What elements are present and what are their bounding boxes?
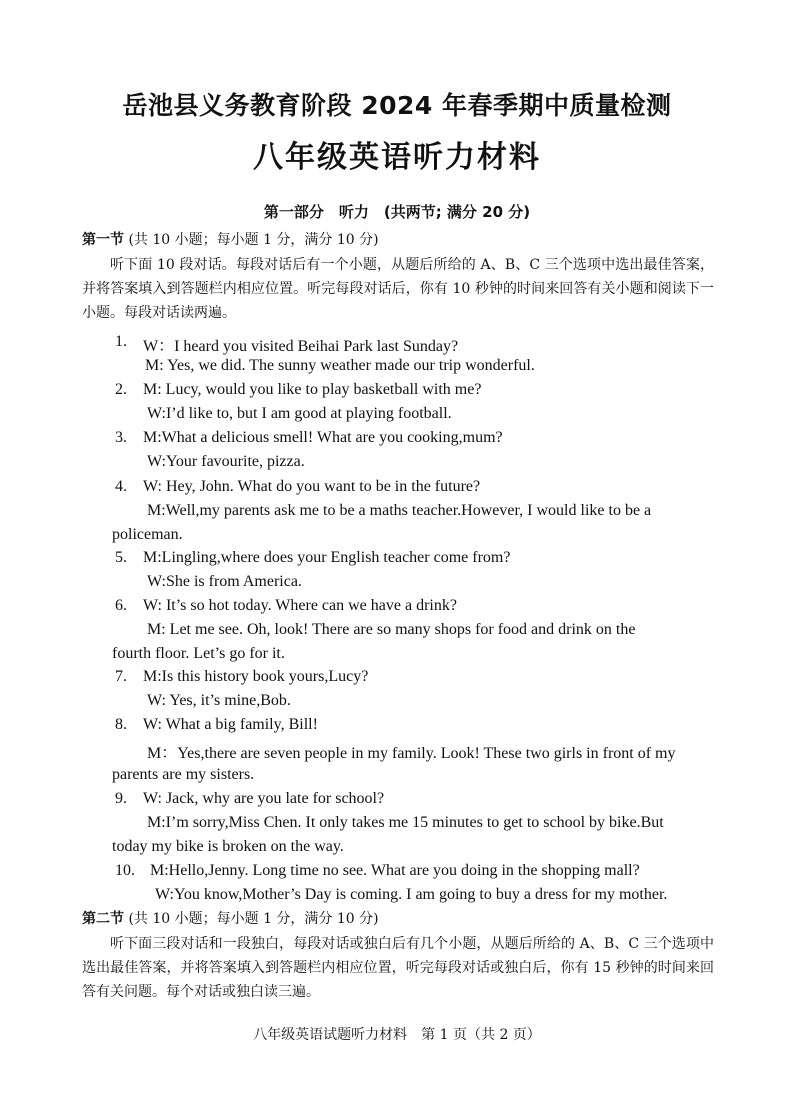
dialogue-number: 3. [115,429,127,446]
section2-note: (共 10 小题；每小题 1 分，满分 10 分) [128,911,379,927]
dialogue-line: M:Lingling,where does your English teacher come from? [143,549,511,566]
dialogue-line: W:You know,Mother’s Day is coming. I am going to buy a dress for my mother. [155,886,668,903]
dialogue-line: W: Jack, why are you late for school? [143,790,385,807]
section2-label: 第二节 [82,911,124,927]
dialogue-number: 10. [115,862,135,879]
dialogue-line: W: Yes, it’s mine,Bob. [147,692,291,709]
dialogue-line: M:Well,my parents ask me to be a maths teacher.However, I would like to be a [147,502,652,519]
dialogue-line: W: It’s so hot today. Where can we have a drink? [143,597,457,614]
section2-instruction: 听下面三段对话和一段独白，每段对话或独白后有几个小题，从题后所给的 A、B、C 三个选项中选出最佳答案，并将答案填入到答题栏内相应位置，听完每段对话或独白后，你有 15 秒钟的时间来回答有关问题。每个对话或独白读三遍。 [82,936,714,1000]
dialogue-line: M:Hello,Jenny. Long time no see. What are you doing in the shopping mall? [150,862,640,879]
dialogue-number: 8. [115,716,127,733]
part-heading: 第一部分 听力 (共两节; 满分 20 分) [263,203,531,221]
dialogue-line: fourth floor. Let’s go for it. [112,645,285,662]
dialogue-line: W: Hey, John. What do you want to be in the future? [143,478,481,495]
dialogue-number: 9. [115,790,127,807]
section1-note: (共 10 小题；每小题 1 分，满分 10 分) [128,232,379,248]
section1-label: 第一节 [82,232,124,248]
dialogue-line: W:I’d like to, but I am good at playing football. [147,405,452,422]
dialogue-number: 4. [115,478,127,495]
dialogue-number: 2. [115,381,127,398]
dialogue-line: policeman. [112,526,183,543]
dialogue-line: W：I heard you visited Beihai Park last Sunday? [143,338,459,355]
dialogue-line: W: What a big family, Bill! [143,716,318,733]
section2-heading [82,908,379,928]
dialogue-line: M：Yes,there are seven people in my family. Look! These two girls in front of my [147,745,676,762]
page-subtitle: 八年级英语听力材料 [253,140,541,175]
dialogue-number: 7. [115,668,127,685]
section1-heading [82,229,379,249]
dialogue-line: M:I’m sorry,Miss Chen. It only takes me 15 minutes to get to school by bike.But [147,814,664,831]
page-footer: 八年级英语试题听力材料 第 1 页（共 2 页） [253,1027,541,1043]
dialogue-line: M: Yes, we did. The sunny weather made our trip wonderful. [145,357,535,374]
dialogue-line: W:Your favourite, pizza. [147,453,305,470]
dialogue-number: 6. [115,597,127,614]
dialogue-line: M: Let me see. Oh, look! There are so many shops for food and drink on the [147,621,636,638]
page-title: 岳池县义务教育阶段 2024 年春季期中质量检测 [122,91,672,120]
dialogue-line: M:Is this history book yours,Lucy? [143,668,369,685]
dialogue-number: 5. [115,549,127,566]
dialogue-number: 1. [115,333,127,350]
section1-instruction: 听下面 10 段对话。每段对话后有一个小题，从题后所给的 A、B、C 三个选项中选出最佳答案，并将答案填入到答题栏内相应位置。听完每段对话后，你有 10 秒钟的时间来回答有关小题和阅读下一小题。每段对话读两遍。 [82,257,714,321]
dialogue-line: M: Lucy, would you like to play basketball with me? [143,381,482,398]
dialogue-line: M:What a delicious smell! What are you cooking,mum? [143,429,503,446]
dialogue-line: today my bike is broken on the way. [112,838,344,855]
dialogue-line: parents are my sisters. [112,766,255,783]
dialogue-line: W:She is from America. [147,573,302,590]
